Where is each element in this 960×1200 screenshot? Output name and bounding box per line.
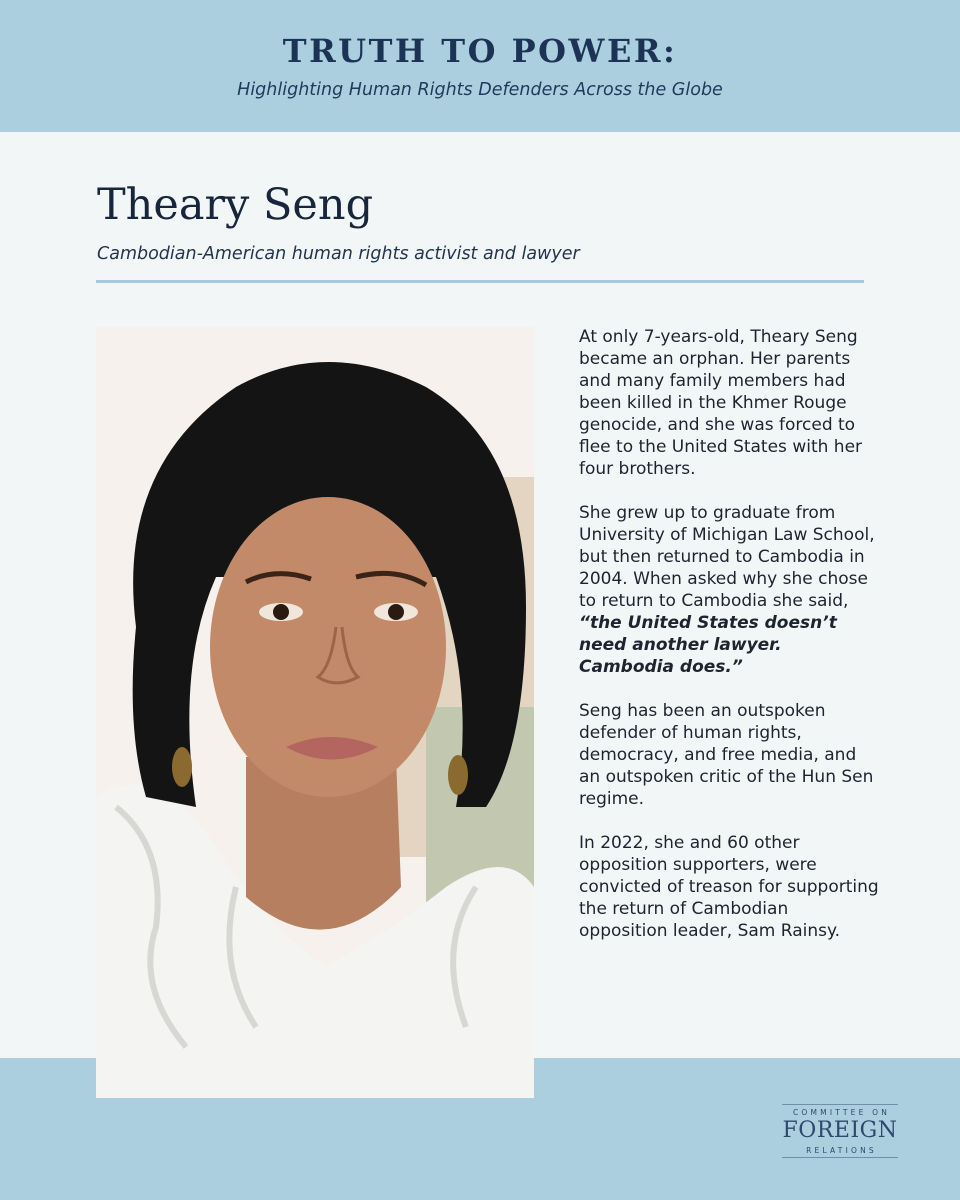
bio-paragraph-3: Seng has been an outspoken defender of human rights, democracy, and free media, and an outspoken critic of the Hun Sen regime. [579,701,874,809]
bio-paragraph-4: In 2022, she and 60 other opposition supporters, were convicted of treason for supporting the return of Cambodian opposition leader, Sam Rainsy. [579,833,879,941]
bio-paragraph-2 [579,502,879,678]
header-band [0,0,960,132]
profile-tagline: Cambodian-American human rights activist and lawyer [97,244,580,264]
logo-main-text: FOREIGN [782,1118,898,1143]
logo-divider-bottom [782,1157,898,1158]
portrait-illustration [96,327,534,1098]
logo-top-text: COMMITTEE ON [792,1108,891,1117]
profile-name: Theary Seng [97,180,374,230]
portrait-photo [96,327,534,1098]
header-title: TRUTH TO POWER: [282,32,678,70]
committee-logo [782,1104,898,1158]
bio-paragraph-2-intro: She grew up to graduate from University of Michigan Law School, but then returned to Cambodia in 2004. When asked why she chose to return to Cambodia she said, [579,503,875,611]
bio-text [579,326,879,964]
bio-quote: “the United States doesn’t need another lawyer. Cambodia does.” [579,613,837,677]
divider [96,280,864,283]
header-subtitle: Highlighting Human Rights Defenders Across the Globe [237,80,723,100]
bio-paragraph-1: At only 7-years-old, Theary Seng became an orphan. Her parents and many family members had been killed in the Khmer Rouge genocide, and she was forced to flee to the United States with her four brothers. [579,327,863,479]
logo-bottom-text: RELATIONS [806,1146,877,1155]
